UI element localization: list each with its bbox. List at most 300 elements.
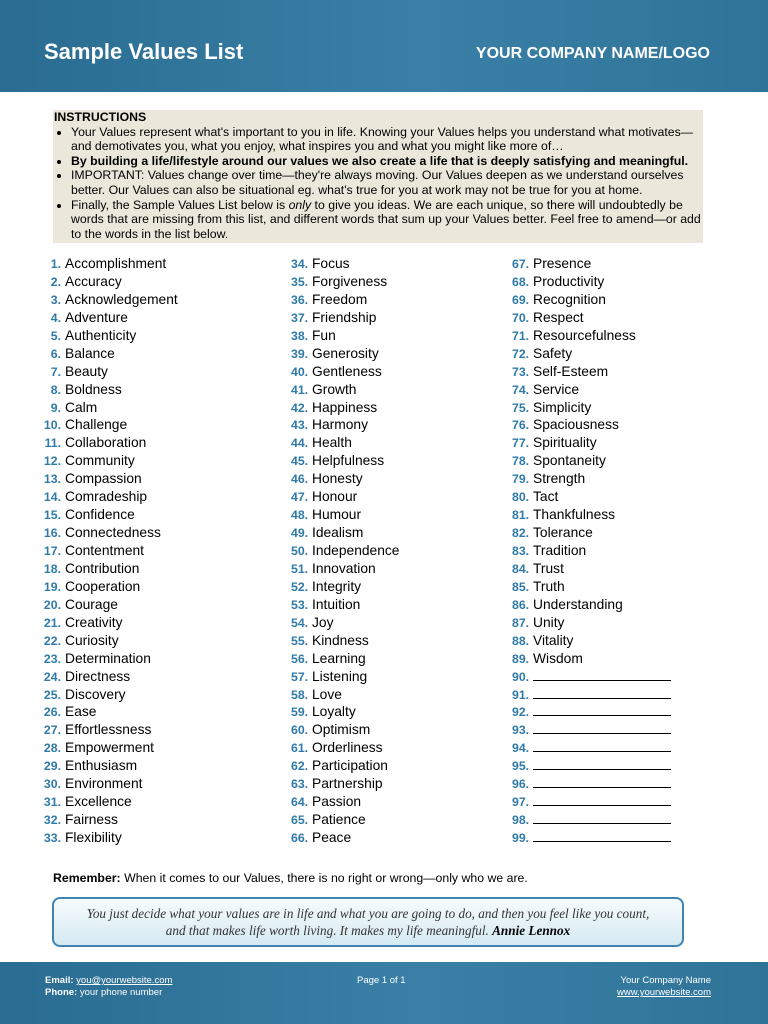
value-item	[41, 632, 178, 650]
value-number: 39.	[291, 346, 309, 361]
value-item	[41, 309, 178, 327]
value-label: Discovery	[65, 686, 126, 702]
instruction-bullet	[71, 198, 701, 242]
value-item	[291, 381, 399, 399]
website-link[interactable]: www.yourwebsite.com	[617, 987, 711, 998]
value-label: Simplicity	[533, 399, 592, 415]
value-number: 38.	[291, 328, 309, 343]
values-column-3	[512, 255, 671, 847]
value-item	[291, 542, 399, 560]
value-number: 9.	[50, 400, 61, 415]
value-item	[41, 273, 178, 291]
value-item	[512, 542, 671, 560]
value-label: Optimism	[312, 722, 371, 738]
value-number: 76.	[512, 418, 530, 433]
value-item	[512, 506, 671, 524]
value-item	[41, 345, 178, 363]
value-label: Honesty	[312, 471, 363, 487]
value-number: 72.	[512, 346, 530, 361]
value-number: 65.	[291, 813, 309, 828]
value-label: Focus	[312, 256, 350, 271]
value-number: 32.	[43, 813, 61, 828]
value-number: 50.	[291, 544, 309, 558]
value-label: Community	[65, 453, 135, 469]
value-number: 96.	[512, 777, 530, 792]
value-item	[512, 829, 671, 847]
quote-text: and that makes life worth living. It makes my life meaningful.	[165, 922, 493, 938]
value-label: Fun	[312, 327, 336, 343]
instruction-emphasis: only	[288, 197, 312, 212]
value-label: Happiness	[312, 399, 378, 415]
blank-value-line[interactable]	[533, 757, 671, 770]
value-label: Compassion	[65, 471, 142, 487]
value-item	[41, 524, 178, 542]
value-number: 36.	[291, 292, 309, 307]
value-number: 94.	[512, 741, 530, 756]
value-item	[41, 668, 178, 686]
value-label: Vitality	[533, 632, 574, 648]
value-item	[291, 829, 399, 847]
value-number: 18.	[43, 561, 61, 576]
value-label: Recognition	[533, 291, 606, 307]
value-number: 41.	[291, 382, 309, 397]
blank-value-line[interactable]	[533, 739, 671, 752]
value-number: 7.	[50, 364, 61, 379]
company-logo-text: YOUR COMPANY NAME/LOGO	[475, 45, 710, 62]
value-item	[41, 829, 178, 847]
blank-value-line[interactable]	[533, 721, 671, 734]
value-item	[291, 614, 399, 632]
remember-label: Remember:	[53, 871, 121, 885]
value-label: Tact	[533, 489, 559, 505]
value-item	[41, 739, 178, 757]
value-number: 45.	[291, 454, 309, 469]
value-item	[291, 327, 399, 345]
value-label: Spontaneity	[533, 453, 606, 469]
value-label: Calm	[65, 399, 98, 415]
value-number: 60.	[291, 723, 309, 738]
value-label: Understanding	[533, 596, 623, 612]
value-label: Growth	[312, 381, 357, 397]
value-number: 75.	[512, 400, 530, 415]
value-number: 59.	[291, 705, 309, 720]
value-number: 46.	[291, 472, 309, 487]
value-label: Wisdom	[533, 650, 583, 666]
value-label: Honour	[312, 489, 358, 505]
value-number: 58.	[291, 687, 309, 702]
value-item	[512, 273, 671, 291]
value-item	[512, 703, 671, 721]
value-item	[512, 416, 671, 434]
instruction-bullet: • Your Values represent what's important to you in life. Knowing your Values helps you understand what motivates—and demotivates you, what you enjoy, what inspires you and what you might like more of…	[71, 125, 701, 154]
value-label: Empowerment	[65, 740, 154, 756]
value-label: Innovation	[312, 560, 376, 576]
value-item	[291, 811, 399, 829]
value-number: 81.	[512, 508, 530, 523]
value-label: Patience	[312, 812, 366, 828]
value-item	[41, 452, 178, 470]
value-number: 56.	[291, 651, 309, 666]
value-label: Ease	[65, 704, 97, 720]
value-label: Creativity	[65, 614, 123, 630]
value-item	[291, 703, 399, 721]
value-item	[41, 775, 178, 793]
value-label: Fairness	[65, 812, 118, 828]
value-number: 27.	[43, 723, 61, 738]
value-label: Tradition	[533, 543, 587, 558]
instruction-bullet: • IMPORTANT: Values change over time—they're always moving. Our Values deepen as we understand ourselves better. Our Values can also be situational eg. what's true for you at work may not be true for you at home.	[71, 168, 701, 197]
value-number: 1.	[50, 257, 61, 271]
value-item	[291, 363, 399, 381]
value-item	[512, 739, 671, 757]
value-label: Truth	[533, 578, 565, 594]
value-item	[512, 578, 671, 596]
value-label: Health	[312, 435, 352, 451]
value-label: Determination	[65, 650, 151, 666]
value-label: Partnership	[312, 776, 383, 792]
value-item	[291, 309, 399, 327]
value-number: 66.	[291, 831, 309, 845]
value-item	[291, 721, 399, 739]
value-number: 67.	[512, 257, 530, 271]
value-item	[512, 650, 671, 668]
value-label: Strength	[533, 471, 586, 487]
value-item	[512, 524, 671, 542]
value-number: 82.	[512, 526, 530, 541]
value-item	[291, 291, 399, 309]
value-item	[41, 757, 178, 775]
value-number: 99.	[512, 831, 530, 845]
value-label: Environment	[65, 776, 143, 792]
value-number: 53.	[291, 597, 309, 612]
value-label: Curiosity	[65, 632, 119, 648]
value-number: 33.	[43, 831, 61, 845]
page-title: Sample Values List	[44, 39, 244, 64]
value-item	[291, 399, 399, 417]
value-item	[512, 309, 671, 327]
value-number: 40.	[291, 364, 309, 379]
value-item	[512, 632, 671, 650]
value-number: 73.	[512, 364, 530, 379]
value-item	[41, 506, 178, 524]
phone-label: Phone:	[45, 987, 78, 998]
values-column-2	[291, 255, 399, 847]
value-number: 12.	[43, 454, 61, 469]
value-number: 83.	[512, 544, 530, 558]
value-item	[291, 255, 399, 273]
blank-value-line[interactable]	[533, 829, 671, 842]
value-item	[291, 596, 399, 614]
value-item	[41, 686, 178, 704]
value-label: Integrity	[312, 578, 362, 594]
value-item	[291, 632, 399, 650]
value-label: Cooperation	[65, 578, 141, 594]
value-label: Passion	[312, 794, 362, 810]
value-label: Self-Esteem	[533, 363, 609, 379]
value-label: Forgiveness	[312, 273, 388, 289]
value-label: Adventure	[65, 309, 128, 325]
value-label: Gentleness	[312, 363, 382, 379]
value-number: 4.	[50, 310, 61, 325]
value-label: Acknowledgement	[65, 291, 178, 307]
value-label: Loyalty	[312, 704, 356, 720]
value-number: 29.	[43, 759, 61, 774]
value-item	[41, 291, 178, 309]
value-number: 98.	[512, 813, 530, 828]
value-number: 88.	[512, 633, 530, 648]
value-number: 22.	[43, 633, 61, 648]
value-label: Thankfulness	[533, 507, 616, 523]
value-item	[512, 434, 671, 452]
value-number: 54.	[291, 615, 309, 630]
value-number: 78.	[512, 454, 530, 469]
value-item	[512, 686, 671, 704]
value-number: 51.	[291, 561, 309, 576]
value-item	[512, 811, 671, 829]
value-label: Idealism	[312, 525, 364, 541]
value-label: Friendship	[312, 309, 377, 325]
value-item	[291, 650, 399, 668]
value-item	[291, 757, 399, 775]
value-label: Contentment	[65, 543, 144, 558]
value-label: Joy	[312, 614, 334, 630]
value-item	[291, 452, 399, 470]
value-label: Independence	[312, 543, 400, 558]
value-label: Spirituality	[533, 435, 597, 451]
value-item	[41, 255, 178, 273]
value-number: 93.	[512, 723, 530, 738]
value-label: Presence	[533, 256, 592, 271]
value-number: 48.	[291, 508, 309, 523]
value-number: 28.	[43, 741, 61, 756]
value-item	[41, 542, 178, 560]
value-label: Learning	[312, 650, 366, 666]
value-item	[512, 596, 671, 614]
value-number: 77.	[512, 436, 530, 451]
value-number: 84.	[512, 561, 530, 576]
value-item	[41, 578, 178, 596]
remember-text: When it comes to our Values, there is no right or wrong—only who we are.	[120, 871, 528, 885]
value-number: 61.	[291, 741, 309, 756]
value-item	[512, 560, 671, 578]
value-label: Helpfulness	[312, 453, 385, 469]
value-number: 17.	[43, 544, 61, 558]
value-number: 92.	[512, 705, 530, 720]
value-item	[512, 775, 671, 793]
value-label: Respect	[533, 309, 584, 325]
value-label: Flexibility	[65, 830, 122, 845]
value-label: Kindness	[312, 632, 369, 648]
value-number: 74.	[512, 382, 530, 397]
value-number: 2.	[50, 274, 61, 289]
value-item	[291, 793, 399, 811]
value-number: 5.	[50, 328, 61, 343]
value-number: 14.	[43, 490, 61, 505]
value-label: Safety	[533, 345, 573, 361]
blank-value-line[interactable]	[533, 703, 671, 716]
value-label: Boldness	[65, 381, 122, 397]
footer-contact	[45, 975, 172, 999]
value-label: Directness	[65, 668, 131, 684]
value-item	[512, 668, 671, 686]
value-label: Contribution	[65, 560, 140, 576]
value-label: Generosity	[312, 345, 379, 361]
value-number: 20.	[43, 597, 61, 612]
value-item	[291, 416, 399, 434]
value-number: 8.	[50, 382, 61, 397]
blank-value-line[interactable]	[533, 775, 671, 788]
value-item	[512, 363, 671, 381]
value-item	[41, 614, 178, 632]
value-number: 49.	[291, 526, 309, 541]
value-label: Unity	[533, 614, 565, 630]
email-link[interactable]: you@yourwebsite.com	[76, 975, 173, 986]
blank-value-line[interactable]	[533, 686, 671, 699]
value-number: 37.	[291, 310, 309, 325]
value-item	[512, 721, 671, 739]
footer-company	[617, 975, 711, 999]
phone-number: your phone number	[79, 987, 163, 998]
value-number: 80.	[512, 490, 530, 505]
value-label: Participation	[312, 758, 388, 774]
value-item	[41, 650, 178, 668]
value-label: Love	[312, 686, 342, 702]
value-label: Freedom	[312, 291, 368, 307]
values-column-1	[41, 255, 178, 847]
value-number: 10.	[43, 418, 61, 433]
value-item	[512, 793, 671, 811]
quote-line: You just decide what your values are in life and what you are going to do, and then you feel like you count,	[86, 906, 650, 921]
value-number: 21.	[43, 615, 61, 630]
value-item	[41, 416, 178, 434]
value-number: 90.	[512, 669, 530, 684]
value-number: 70.	[512, 310, 530, 325]
instructions-heading: INSTRUCTIONS	[54, 110, 147, 124]
value-item	[512, 452, 671, 470]
value-item	[512, 327, 671, 345]
value-item	[512, 614, 671, 632]
value-item	[291, 434, 399, 452]
instructions-list	[53, 125, 703, 242]
value-number: 31.	[43, 795, 61, 810]
company-name: Your Company Name	[620, 975, 711, 986]
value-item	[291, 686, 399, 704]
value-item	[41, 596, 178, 614]
value-item	[291, 506, 399, 524]
value-label: Harmony	[312, 417, 368, 433]
value-item	[291, 524, 399, 542]
value-item	[512, 345, 671, 363]
value-label: Accomplishment	[65, 256, 167, 271]
value-item	[291, 668, 399, 686]
value-item	[291, 345, 399, 363]
value-item	[512, 757, 671, 775]
blank-value-line[interactable]	[533, 811, 671, 824]
value-number: 23.	[43, 651, 61, 666]
value-number: 34.	[291, 257, 309, 271]
blank-value-line[interactable]	[533, 668, 671, 681]
value-number: 6.	[50, 346, 61, 361]
instruction-text: to give you ideas. We are each unique, so there will undoubtedly be words that are missing from this list, and different words that sum up your Values better. Feel free to amend—or add to the words in the list below.	[71, 197, 701, 241]
email-label: Email:	[45, 975, 74, 986]
value-label: Balance	[65, 345, 115, 361]
value-number: 71.	[512, 328, 530, 343]
value-label: Resourcefulness	[533, 327, 636, 343]
value-item	[41, 399, 178, 417]
value-number: 95.	[512, 759, 530, 774]
value-number: 68.	[512, 274, 530, 289]
value-label: Excellence	[65, 794, 132, 810]
value-number: 19.	[43, 579, 61, 594]
value-label: Comradeship	[65, 489, 148, 505]
value-label: Spaciousness	[533, 417, 619, 433]
value-item	[41, 381, 178, 399]
value-number: 44.	[291, 436, 309, 451]
value-item	[291, 560, 399, 578]
page-header	[0, 0, 768, 92]
page-number: Page 1 of 1	[357, 975, 406, 986]
instructions-box	[53, 110, 703, 243]
value-number: 11.	[44, 436, 61, 451]
value-number: 47.	[291, 490, 309, 505]
value-label: Intuition	[312, 596, 361, 612]
value-number: 63.	[291, 777, 309, 792]
value-label: Trust	[533, 560, 564, 576]
value-label: Productivity	[533, 273, 605, 289]
value-number: 16.	[43, 526, 61, 541]
value-label: Tolerance	[533, 525, 593, 541]
value-number: 64.	[291, 795, 309, 810]
value-item	[512, 255, 671, 273]
value-item	[41, 434, 178, 452]
value-label: Authenticity	[65, 327, 137, 343]
value-number: 62.	[291, 759, 309, 774]
value-item	[41, 793, 178, 811]
value-item	[41, 721, 178, 739]
blank-value-line[interactable]	[533, 793, 671, 806]
value-item	[41, 811, 178, 829]
value-number: 55.	[291, 633, 309, 648]
value-item	[291, 775, 399, 793]
value-label: Challenge	[65, 417, 128, 433]
value-number: 26.	[43, 705, 61, 720]
value-number: 42.	[291, 400, 309, 415]
value-number: 25.	[43, 687, 61, 702]
value-number: 87.	[512, 615, 530, 630]
value-item	[41, 327, 178, 345]
value-label: Collaboration	[65, 435, 147, 451]
value-number: 89.	[512, 651, 530, 666]
value-number: 85.	[512, 579, 530, 594]
value-number: 13.	[43, 472, 61, 487]
value-number: 3.	[50, 292, 61, 307]
value-label: Accuracy	[65, 273, 122, 289]
value-label: Effortlessness	[65, 722, 152, 738]
quote-box	[52, 897, 684, 947]
value-item	[512, 291, 671, 309]
value-item	[41, 363, 178, 381]
value-label: Peace	[312, 830, 352, 845]
value-item	[41, 560, 178, 578]
value-number: 86.	[512, 597, 530, 612]
instruction-bullet: • By building a life/lifestyle around our values we also create a life that is deeply satisfying and meaningful.	[71, 154, 701, 169]
value-item	[512, 470, 671, 488]
value-item	[512, 399, 671, 417]
quote-line	[54, 923, 682, 940]
value-number: 52.	[291, 579, 309, 594]
value-label: Enthusiasm	[65, 758, 138, 774]
value-label: Confidence	[65, 507, 135, 523]
